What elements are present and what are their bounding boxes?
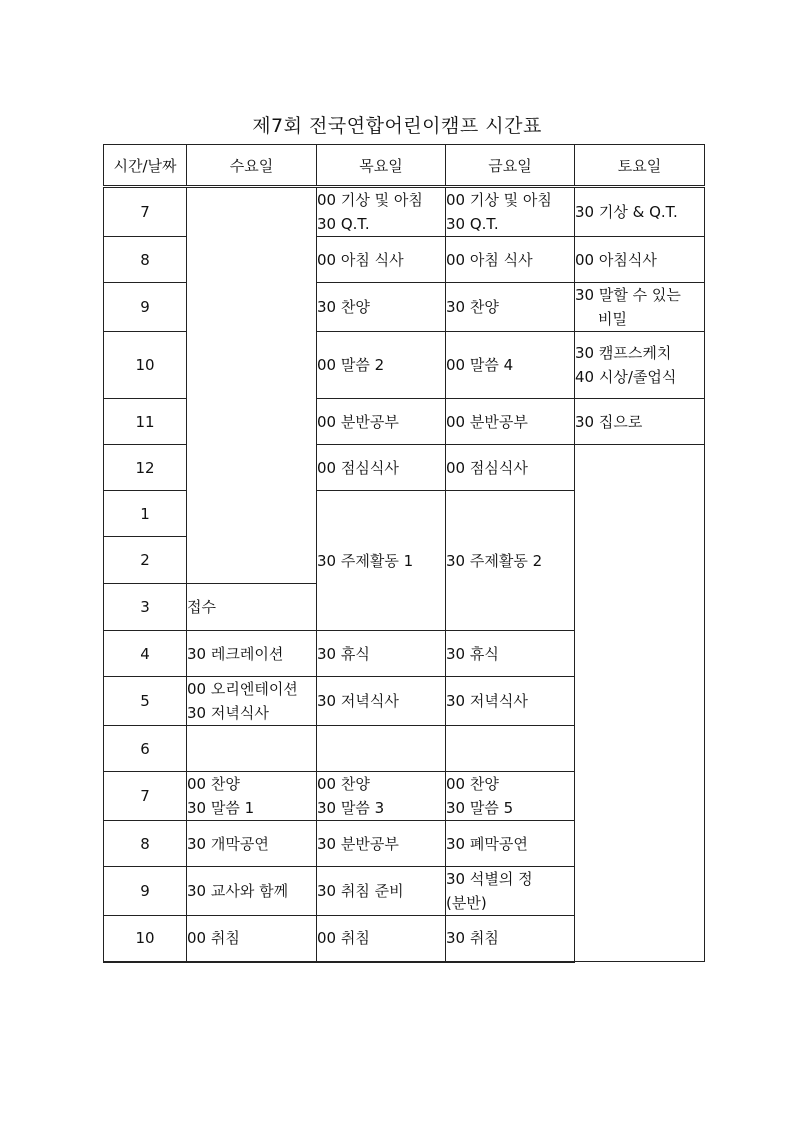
- friday-cell: [446, 726, 575, 772]
- friday-cell: [446, 821, 575, 867]
- cell-line: 30 분반공부: [317, 834, 399, 853]
- cell-line: 30 저녁식사: [317, 692, 399, 710]
- cell-line: 00 찬양: [446, 775, 499, 793]
- header-thursday: 목요일: [317, 145, 446, 187]
- thursday-cell: [317, 867, 446, 916]
- friday-cell: [446, 916, 575, 962]
- wednesday-cell: [187, 631, 317, 677]
- cell-line: 30 말씀 5: [446, 799, 514, 817]
- hour-cell: 9: [104, 283, 187, 332]
- cell-line: 30 저녁식사: [446, 692, 528, 710]
- thursday-cell: [317, 821, 446, 867]
- friday-cell: [446, 399, 575, 445]
- hour-cell: 8: [104, 237, 187, 283]
- thursday-cell: [317, 445, 446, 491]
- cell-line: 00 오리엔테이션: [187, 680, 298, 698]
- header-saturday: 토요일: [575, 145, 705, 187]
- cell-line: 비밀: [598, 310, 627, 328]
- saturday-empty-block: [575, 445, 705, 962]
- friday-cell: [446, 332, 575, 399]
- saturday-cell: [575, 399, 705, 445]
- saturday-cell: [575, 187, 705, 237]
- saturday-cell: [575, 237, 705, 283]
- header-time-date: 시간/날짜: [104, 145, 187, 187]
- cell-line: 30 집으로: [575, 412, 643, 431]
- cell-line: 00 점심식사: [446, 458, 528, 477]
- friday-cell: [446, 772, 575, 821]
- cell-line: 30 취침: [446, 929, 499, 948]
- thursday-cell: [317, 916, 446, 962]
- thursday-activity-cell: [317, 491, 446, 631]
- cell-line: 30 기상 & Q.T.: [575, 203, 678, 221]
- cell-line: 00 기상 및 아침: [317, 191, 423, 209]
- friday-activity-cell: [446, 491, 575, 631]
- page-title: 제7회 전국연합어린이캠프 시간표: [252, 115, 542, 137]
- cell-line: (분반): [446, 894, 487, 912]
- hour-cell: 9: [104, 867, 187, 916]
- cell-line: 접수: [187, 598, 216, 616]
- cell-line: 00 취침: [187, 929, 240, 948]
- cell-line: 30 개막공연: [187, 834, 269, 853]
- cell-line: 00 취침: [317, 929, 370, 948]
- friday-cell: [446, 445, 575, 491]
- wednesday-cell: [187, 726, 317, 772]
- cell-line: 30 휴식: [317, 644, 370, 663]
- hour-cell: 10: [104, 332, 187, 399]
- cell-line: 00 기상 및 아침: [446, 191, 552, 209]
- thursday-cell: [317, 332, 446, 399]
- thursday-cell: [317, 187, 446, 237]
- cell-line: 30 찬양: [446, 298, 499, 316]
- friday-cell: [446, 283, 575, 332]
- wednesday-cell: [187, 867, 317, 916]
- cell-line: 40 시상/졸업식: [575, 368, 677, 386]
- cell-line: 00 아침식사: [575, 250, 657, 269]
- friday-cell: [446, 867, 575, 916]
- hour-cell: 8: [104, 821, 187, 867]
- cell-line: 30 레크레이션: [187, 644, 284, 663]
- friday-cell: [446, 677, 575, 726]
- cell-line: 00 분반공부: [317, 412, 399, 431]
- cell-line: 30 교사와 함께: [187, 882, 289, 900]
- cell-line: 30 휴식: [446, 644, 499, 663]
- header-row: [104, 145, 705, 187]
- cell-line: 30 석별의 정: [446, 870, 533, 888]
- cell-line: 30 취침 준비: [317, 882, 404, 900]
- thursday-cell: [317, 677, 446, 726]
- wednesday-cell: [187, 916, 317, 962]
- friday-cell: [446, 187, 575, 237]
- cell-line: 30 말씀 3: [317, 799, 385, 817]
- thursday-cell: [317, 631, 446, 677]
- header-wednesday: 수요일: [187, 145, 317, 187]
- friday-cell: [446, 631, 575, 677]
- friday-cell: [446, 237, 575, 283]
- cell-line: 00 말씀 2: [317, 356, 385, 374]
- cell-line: 00 찬양: [187, 775, 240, 793]
- cell-line: 00 말씀 4: [446, 356, 514, 374]
- wednesday-cell: [187, 821, 317, 867]
- table-row: [104, 187, 705, 237]
- cell-line: 00 분반공부: [446, 412, 528, 431]
- cell-line: 00 점심식사: [317, 458, 399, 477]
- thursday-cell: [317, 399, 446, 445]
- thursday-cell: [317, 726, 446, 772]
- thursday-cell: [317, 772, 446, 821]
- cell-line: 30 폐막공연: [446, 834, 528, 853]
- thursday-cell: [317, 283, 446, 332]
- hour-cell: 4: [104, 631, 187, 677]
- cell-line: 30 말씀 1: [187, 799, 255, 817]
- hour-cell: 7: [104, 187, 187, 237]
- schedule-table: [103, 144, 705, 963]
- wednesday-cell: [187, 677, 317, 726]
- hour-cell: 5: [104, 677, 187, 726]
- wednesday-cell: [187, 584, 317, 631]
- hour-cell: 11: [104, 399, 187, 445]
- cell-line: 30 주제활동 1: [317, 551, 414, 570]
- cell-line: 30 주제활동 2: [446, 551, 543, 570]
- saturday-cell: [575, 283, 705, 332]
- hour-cell: 10: [104, 916, 187, 962]
- hour-cell: 12: [104, 445, 187, 491]
- saturday-cell: [575, 332, 705, 399]
- cell-line: 30 Q.T.: [317, 215, 370, 233]
- cell-line: 30 저녁식사: [187, 704, 269, 722]
- hour-cell: 7: [104, 772, 187, 821]
- cell-line: 30 찬양: [317, 298, 370, 316]
- cell-line: 00 아침 식사: [317, 250, 404, 269]
- wednesday-cell: [187, 772, 317, 821]
- cell-line: 30 캠프스케치: [575, 344, 672, 362]
- cell-line: 30 말할 수 있는: [575, 286, 681, 304]
- hour-cell: 3: [104, 584, 187, 631]
- header-friday: 금요일: [446, 145, 575, 187]
- hour-cell: 6: [104, 726, 187, 772]
- wednesday-empty-block: [187, 187, 317, 584]
- hour-cell: 2: [104, 537, 187, 584]
- hour-cell: 1: [104, 491, 187, 537]
- cell-line: 30 Q.T.: [446, 215, 499, 233]
- cell-line: 00 아침 식사: [446, 250, 533, 269]
- thursday-cell: [317, 237, 446, 283]
- cell-line: 00 찬양: [317, 775, 370, 793]
